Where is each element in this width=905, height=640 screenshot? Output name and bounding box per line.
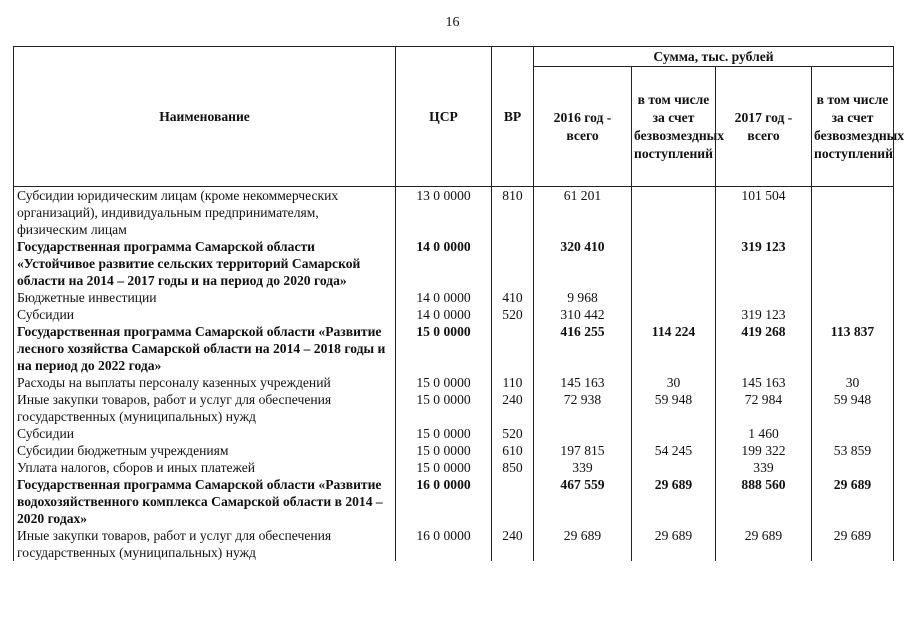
row-name: Расходы на выплаты персоналу казенных учреждений — [14, 374, 396, 391]
row-2016-gratis — [632, 425, 716, 442]
row-name: Государственная программа Самарской области «Устойчивое развитие сельских территорий Самарской области на 2014 – 2017 годы и на период до 2020 года» — [14, 238, 396, 289]
row-2016-gratis: 59 948 — [632, 391, 716, 425]
row-vr: 520 — [492, 306, 534, 323]
budget-table — [13, 46, 905, 561]
table-row — [14, 323, 894, 374]
row-2016-gratis: 114 224 — [632, 323, 716, 374]
row-2016-gratis: 29 689 — [632, 527, 716, 561]
row-2016-total: 72 938 — [534, 391, 632, 425]
row-2016-gratis — [632, 238, 716, 289]
row-csr: 15 0 0000 — [396, 425, 492, 442]
row-2017-gratis: 59 948 — [812, 391, 894, 425]
table-row — [14, 391, 894, 425]
table-row — [14, 238, 894, 289]
row-csr: 16 0 0000 — [396, 527, 492, 561]
row-csr: 13 0 0000 — [396, 187, 492, 239]
header-2017-total: 2017 год - всего — [716, 67, 812, 187]
row-vr: 850 — [492, 459, 534, 476]
table-header — [14, 47, 905, 187]
row-2016-total: 320 410 — [534, 238, 632, 289]
row-2016-total: 310 442 — [534, 306, 632, 323]
row-2017-total: 319 123 — [716, 306, 812, 323]
row-name: Субсидии бюджетным учреждениям — [14, 442, 396, 459]
row-2017-gratis: 30 — [812, 374, 894, 391]
row-2016-gratis — [632, 306, 716, 323]
row-csr: 15 0 0000 — [396, 391, 492, 425]
row-2017-gratis — [812, 289, 894, 306]
row-name: Иные закупки товаров, работ и услуг для обеспечения государственных (муниципальных) нужд — [14, 527, 396, 561]
row-name: Иные закупки товаров, работ и услуг для обеспечения государственных (муниципальных) нужд — [14, 391, 396, 425]
row-2016-total: 467 559 — [534, 476, 632, 527]
row-2016-gratis: 30 — [632, 374, 716, 391]
row-name: Субсидии — [14, 306, 396, 323]
row-vr: 110 — [492, 374, 534, 391]
row-2017-total: 101 504 — [716, 187, 812, 239]
row-2017-gratis: 29 689 — [812, 527, 894, 561]
row-2017-gratis: 29 689 — [812, 476, 894, 527]
row-name: Уплата налогов, сборов и иных платежей — [14, 459, 396, 476]
row-2016-total: 145 163 — [534, 374, 632, 391]
row-2016-total: 339 — [534, 459, 632, 476]
row-vr: 240 — [492, 527, 534, 561]
row-2016-total: 29 689 — [534, 527, 632, 561]
row-2017-total: 319 123 — [716, 238, 812, 289]
page-number: 16 — [445, 15, 460, 30]
row-vr — [492, 476, 534, 527]
row-2016-total: 416 255 — [534, 323, 632, 374]
row-2017-gratis — [812, 306, 894, 323]
header-vr: ВР — [492, 47, 534, 187]
row-csr: 15 0 0000 — [396, 323, 492, 374]
row-name: Государственная программа Самарской области «Развитие водохозяйственного комплекса Самарской области в 2014 – 2020 годах» — [14, 476, 396, 527]
row-2017-total: 29 689 — [716, 527, 812, 561]
row-csr: 15 0 0000 — [396, 459, 492, 476]
table-body — [14, 187, 894, 562]
row-csr: 15 0 0000 — [396, 374, 492, 391]
row-2016-gratis — [632, 289, 716, 306]
row-2017-gratis — [812, 459, 894, 476]
row-2017-gratis: 53 859 — [812, 442, 894, 459]
row-2017-total: 1 460 — [716, 425, 812, 442]
row-2016-gratis — [632, 187, 716, 239]
table-row — [14, 374, 894, 391]
row-2017-total — [716, 289, 812, 306]
row-2017-total: 888 560 — [716, 476, 812, 527]
row-vr: 240 — [492, 391, 534, 425]
row-csr: 14 0 0000 — [396, 306, 492, 323]
row-2016-gratis: 54 245 — [632, 442, 716, 459]
row-name: Бюджетные инвестиции — [14, 289, 396, 306]
header-2016-gratis: в том числе за счет безвозмездных поступлений — [632, 67, 716, 187]
row-vr: 610 — [492, 442, 534, 459]
row-vr: 410 — [492, 289, 534, 306]
row-vr: 520 — [492, 425, 534, 442]
header-2016-total: 2016 год - всего — [534, 67, 632, 187]
row-csr: 14 0 0000 — [396, 289, 492, 306]
header-csr: ЦСР — [396, 47, 492, 187]
row-2016-total: 197 815 — [534, 442, 632, 459]
header-2017-gratis: в том числе за счет безвозмездных поступлений — [812, 67, 894, 187]
row-vr — [492, 238, 534, 289]
row-2017-total: 339 — [716, 459, 812, 476]
row-name: Государственная программа Самарской области «Развитие лесного хозяйства Самарской области на 2014 – 2018 годы и на период до 2022 года» — [14, 323, 396, 374]
row-name: Субсидии — [14, 425, 396, 442]
table-row — [14, 289, 894, 306]
row-2017-total: 72 984 — [716, 391, 812, 425]
row-2016-total — [534, 425, 632, 442]
row-2017-gratis — [812, 425, 894, 442]
row-csr: 14 0 0000 — [396, 238, 492, 289]
row-name: Субсидии юридическим лицам (кроме некоммерческих организаций), индивидуальным предпринимателям, физическим лицам — [14, 187, 396, 239]
table-row — [14, 425, 894, 442]
row-vr: 810 — [492, 187, 534, 239]
row-2017-gratis: 113 837 — [812, 323, 894, 374]
table-row — [14, 459, 894, 476]
row-vr — [492, 323, 534, 374]
row-2017-gratis — [812, 187, 894, 239]
row-2017-total: 199 322 — [716, 442, 812, 459]
table-row — [14, 442, 894, 459]
table-row — [14, 187, 894, 239]
row-2016-total: 9 968 — [534, 289, 632, 306]
row-csr: 16 0 0000 — [396, 476, 492, 527]
row-2017-gratis — [812, 238, 894, 289]
row-2016-total: 61 201 — [534, 187, 632, 239]
header-name: Наименование — [14, 47, 396, 187]
row-2017-total: 419 268 — [716, 323, 812, 374]
table-row — [14, 306, 894, 323]
row-2016-gratis: 29 689 — [632, 476, 716, 527]
table-row — [14, 527, 894, 561]
row-csr: 15 0 0000 — [396, 442, 492, 459]
row-2016-gratis — [632, 459, 716, 476]
row-2017-total: 145 163 — [716, 374, 812, 391]
table-row — [14, 476, 894, 527]
header-sum-group: Сумма, тыс. рублей — [534, 47, 894, 67]
